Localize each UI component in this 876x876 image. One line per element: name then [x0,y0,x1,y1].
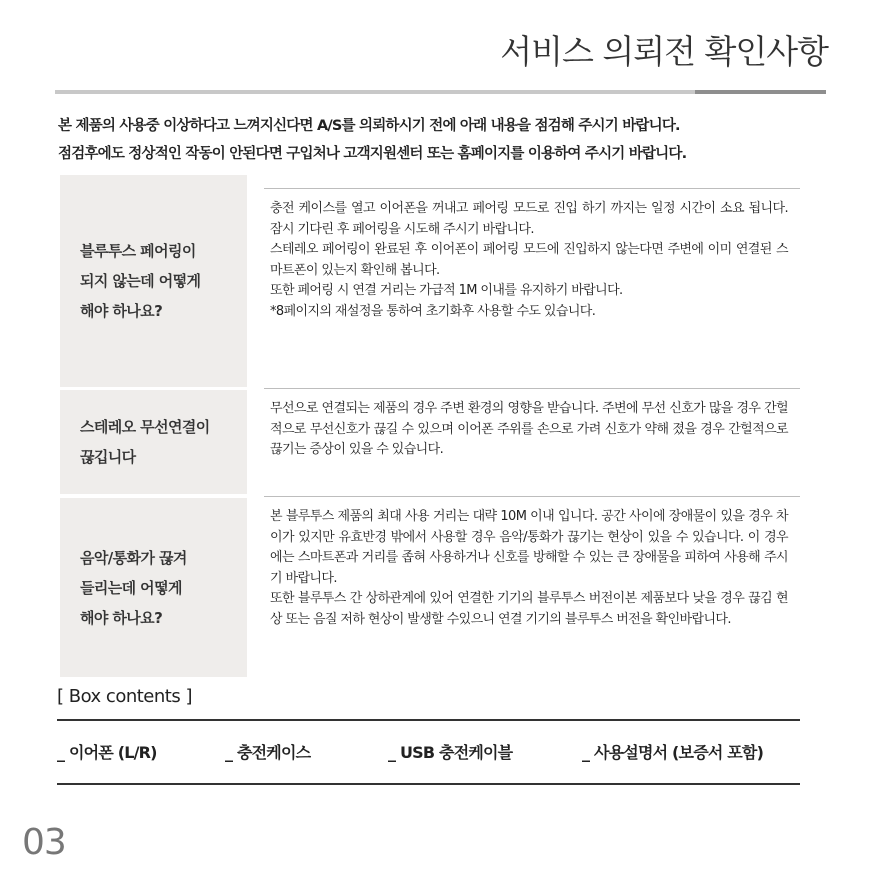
box-contents-top-rule [57,719,800,721]
faq-answer-cell [264,496,800,630]
page-title: 서비스 의뢰전 확인사항 [500,32,828,71]
faq-question-cell [60,498,247,677]
faq-answer: 충전 케이스를 열고 이어폰을 꺼내고 페어링 모드로 진입 하기 까지는 일정 시간이 소요 됩니다. 잠시 기다린 후 페어링을 시도해 주시기 바랍니다. 스테레오 페어링이 완료된 후 이어폰이 페어링 모드에 진입하지 않는다면 주변에 이미 연결된 스마트폰이 있는지 확인해 봅니다. 또한 페어링 시 연결 거리는 가급적 1M 이내를 유지하기 바랍니다. *8페이지의 재설정을 통하여 초기화후 사용할 수도 있습니다. [270,201,788,319]
faq-question: 블루투스 페어링이 되지 않는데 어떻게 해야 하나요? [80,242,201,320]
faq-answer-cell [264,188,800,322]
title-divider [55,90,826,94]
faq-answer: 무선으로 연결되는 제품의 경우 주변 환경의 영향을 받습니다. 주변에 무선 신호가 많을 경우 간헐적으로 무선신호가 끊길 수 있으며 이어폰 주위를 손으로 가려 신호가 약해 졌을 경우 간헐적으로 끊기는 증상이 있을 수 있습니다. [270,401,788,457]
faq-item [60,175,800,387]
faq-question-cell [60,175,247,387]
intro-line: 본 제품의 사용중 이상하다고 느껴지신다면 A/S를 의뢰하시기 전에 아래 내용을 점검해 주시기 바랍니다. [58,118,680,134]
intro-line: 점검후에도 정상적인 작동이 안된다면 구입처나 고객지원센터 또는 홈페이지를 이용하여 주시기 바랍니다. [58,146,687,162]
faq-item [60,390,800,494]
intro-text [58,112,838,168]
faq-answer-cell [264,388,800,461]
box-item: _ 충전케이스 [225,743,311,762]
faq-item [60,498,800,677]
box-contents-list [57,740,800,766]
faq-answer: 본 블루투스 제품의 최대 사용 거리는 대략 10M 이내 입니다. 공간 사이에 장애물이 있을 경우 차이가 있지만 유효반경 밖에서 사용할 경우 음악/통화가 끊기는 현상이 있을 수 있습니다. 이 경우에는 스마트폰과 거리를 좁혀 사용하거나 신호를 방해할 수 있는 큰 장애물을 피하여 사용해 주시기 바랍니다. 또한 블루투스 간 상하관계에 있어 연결한 기기의 블루투스 버전이본 제품보다 낮을 경우 끊김 현상 또는 음질 저하 현상이 발생할 수있으니 연결 기기의 블루투스 버전을 확인바랍니다. [270,509,788,627]
box-item: _ 이어폰 (L/R) [57,743,157,762]
box-contents-title: [ Box contents ] [57,686,192,707]
faq-question: 음악/통화가 끊겨 들리는데 어떻게 해야 하나요? [80,548,187,627]
page-number: 03 [22,822,66,863]
box-item: _ USB 충전케이블 [388,743,513,762]
faq-question-cell [60,390,247,494]
box-contents-bottom-rule [57,783,800,785]
faq-question: 스테레오 무선연결이 끊깁니다 [80,418,210,466]
box-item: _ 사용설명서 (보증서 포함) [582,743,764,762]
